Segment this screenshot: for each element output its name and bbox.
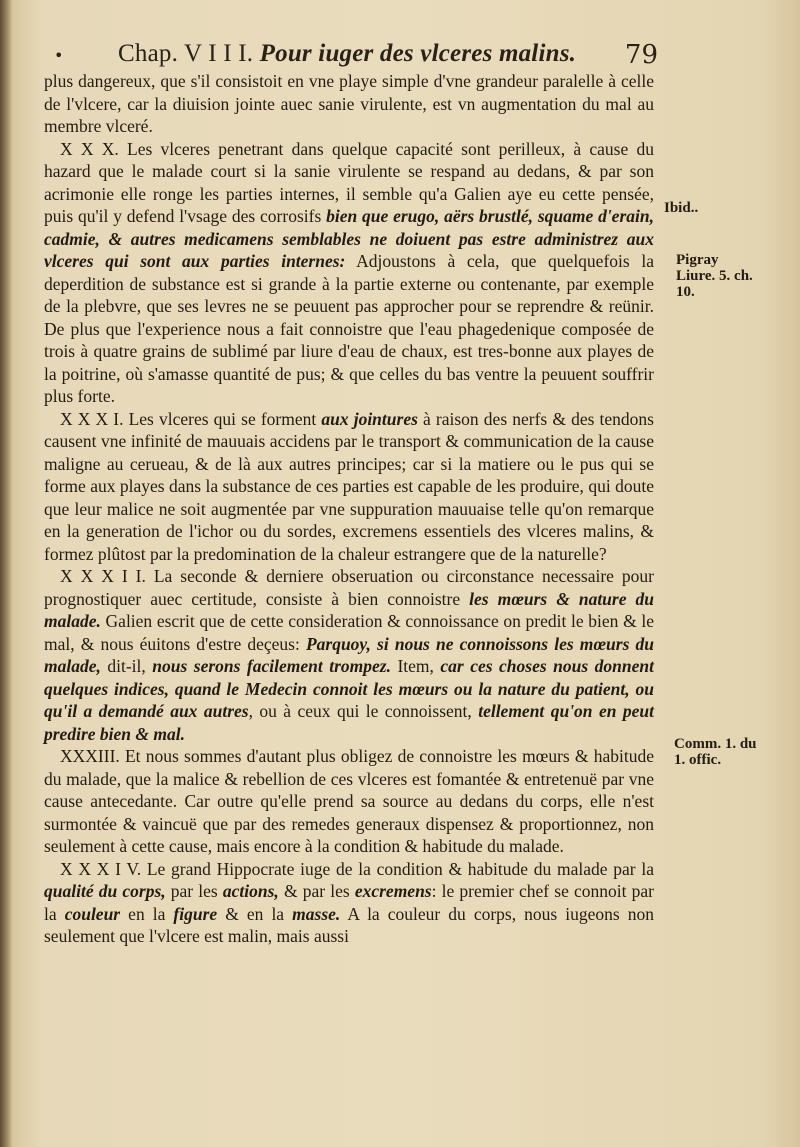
italic-quote: car ces choses nous donnent quelques indices, quand le Medecin connoit les mœurs ou la nature du patient, ou qu'il a demandé aux autres — [44, 656, 654, 721]
page-number: 79 — [624, 40, 658, 70]
margin-note-line: 10. — [676, 284, 695, 300]
italic-quote: aux jointures — [321, 408, 418, 429]
running-title — [118, 40, 576, 68]
paragraph-p3 — [44, 565, 654, 745]
italic-quote: qualité du corps, — [44, 881, 166, 901]
text-run: X X X I V. Le grand Hippocrate iuge de la condition & habitude du malade par la — [60, 858, 654, 879]
text-run: & par les — [278, 881, 355, 901]
italic-quote: Parquoy, si nous ne connoissons les mœurs du malade, — [44, 633, 654, 676]
text-run: Adjoustons à cela, que quelquefois la deperdition de substance est si grande à la partie externe ou contenante, par exemple de la plebvre, que ses levres ne se peuuent pas approcher pour se reprendre & reünir. De plus que l'experience nous a fait connoistre que l'eau phagedenique composée de trois à quatre grains de sublimé par liure d'eau de chaux, est tres-bonne aux playes de la poitrine, où s'amasse quantité de pus; & que celles du bas ventre la peuuent souffrir plus forte. — [44, 251, 654, 406]
page-gutter-shadow — [0, 0, 12, 1147]
chapter-label: Chap. V I I I. — [118, 40, 254, 67]
margin-note-line: Liure. 5. ch. — [676, 268, 753, 284]
paragraph-p5 — [44, 858, 654, 948]
chapter-title: Pour iuger des vlceres malins. — [259, 40, 577, 67]
italic-quote: couleur — [64, 903, 121, 924]
margin-note-pigray — [676, 252, 753, 300]
italic-quote: tellement qu'on en peut predire bien & mal. — [44, 701, 654, 744]
margin-note-line: Ibid.. — [664, 200, 699, 216]
paragraph-p4 — [44, 745, 654, 858]
text-run: par les — [165, 881, 223, 901]
text-run: en la — [120, 903, 174, 924]
italic-quote: nous serons facilement trompez. — [152, 656, 391, 676]
margin-note-line: Comm. 1. du — [674, 736, 757, 752]
paragraph-p1 — [44, 138, 654, 408]
text-run: Galien escrit que de cette consideration & connoissance on predit le bien & le mal, & nous éuitons d'estre deçeus: — [44, 611, 654, 654]
text-run: : le premier chef se connoit par la — [44, 881, 654, 924]
italic-quote: masse. — [292, 903, 341, 924]
paragraph-p2 — [44, 408, 654, 566]
text-run: XXXIII. Et nous sommes d'autant plus obligez de connoistre les mœurs & habitude du malade, que la malice & rebellion de ces vlceres est fomantée & entretenuë par vne cause antecedante. Car outre qu'elle prend sa source au dedans du corps, elle n'est surmontée & vaincuë que par des remedes generaux dispensez & proportionnez, non seulement à cette cause, mais encore à la condition & habitude du malade. — [44, 746, 654, 856]
header-ornament: • — [54, 46, 64, 65]
paragraph-p0 — [44, 70, 654, 138]
text-run: X X X I. Les vlceres qui se forment — [60, 408, 322, 429]
margin-note-line: Pigray — [676, 252, 719, 268]
text-run: , ou à ceux qui le connoissent, — [248, 701, 479, 721]
text-run: X X X I I. La seconde & derniere obseruation ou circonstance necessaire pour prognostiquer auec certitude, consiste à bien connoistre — [44, 566, 654, 609]
margin-note-line: 1. offic. — [674, 752, 722, 768]
italic-quote: figure — [173, 903, 218, 924]
italic-quote: excremens — [354, 881, 432, 901]
text-run: plus dangereux, que s'il consistoit en vne playe simple d'vne grandeur paralelle à celle de l'vlcere, car la diuision jointe auec sanie virulente, est vn augmentation du mal au membre vlceré. — [44, 71, 654, 136]
italic-quote: les mœurs & nature du malade. — [44, 588, 654, 631]
italic-quote: bien que erugo, aërs brustlé, squame d'erain, cadmie, & autres medicamens semblables ne doiuent pas estre administrez aux vlceres qui sont aux parties internes: — [44, 206, 654, 271]
italic-quote: actions, — [222, 881, 279, 901]
text-run: A la couleur du corps, nous iugeons non seulement que l'vlcere est malin, mais aussi — [44, 903, 654, 946]
text-run: X X X. Les vlceres penetrant dans quelque capacité sont perilleux, à cause du hazard que le malade court si la sanie virulente se respand au dedans, & par son acrimonie elle ronge les parties internes, il semble qu'a Galien aye eu cette pensée, puis qu'il y defend l'vsage des corrosifs — [44, 138, 654, 226]
text-run: & en la — [217, 903, 293, 924]
body-text — [44, 70, 654, 948]
margin-note-ibid — [664, 200, 698, 216]
text-run: à raison des nerfs & des tendons causent vne infinité de mauuais accidens par le transport & communication de la cause maligne au cerueau, & de là aux autres principes; car si la matiere ou le pus qui se forme aux playes dans la substance de ces parties est capable de les produire, qui doute que leur malice ne soit augmentée par vne suppuration mauuaise telle qu'on remarque en la generation de l'ichor ou du sordes, excremens essentiels des vlceres malins, & formez plûtost par la predomination de la chaleur estrangere que de la naturelle? — [44, 408, 654, 564]
text-run: Item, — [390, 656, 441, 676]
margin-note-comm — [674, 736, 757, 768]
text-run: dit-il, — [100, 656, 153, 676]
